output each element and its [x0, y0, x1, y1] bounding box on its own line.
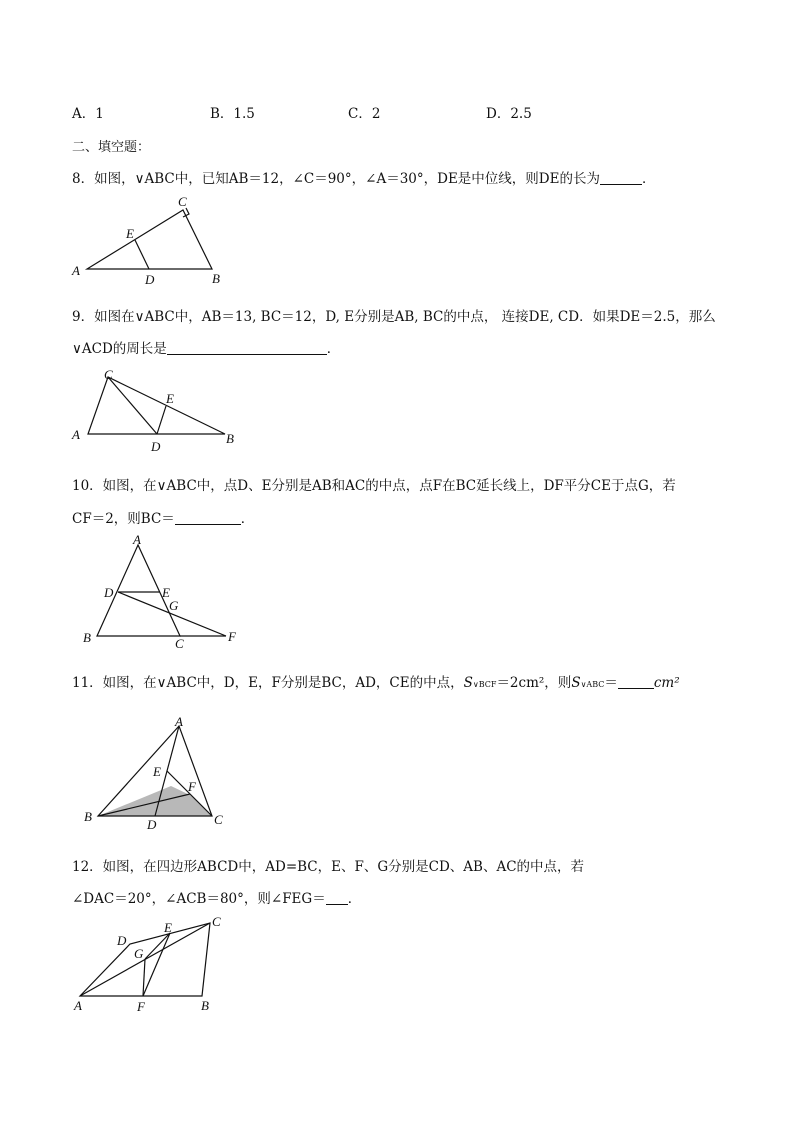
figure-q8-label-b: B — [212, 271, 220, 286]
figure-q9-label-a: A — [72, 427, 80, 442]
question-10-stem: CF＝2，则BC＝ — [72, 511, 175, 527]
figure-q11-label-d: D — [147, 817, 157, 832]
question-8-text — [72, 167, 655, 187]
figure-q10-label-e: E — [162, 585, 170, 600]
question-12-line-1: 12．如图，在四边形ABCD中，AD=BC，E、F、G分别是CD、AB、AC的中点，若 — [72, 859, 585, 875]
figure-q11-label-e: E — [153, 764, 161, 779]
figure-q12-label-c: C — [212, 914, 221, 929]
question-11-area-s2-sub: ∨ABC — [580, 680, 605, 689]
figure-q8-label-c: C — [178, 194, 187, 209]
question-11-text — [72, 671, 680, 691]
figure-q10 — [80, 532, 245, 651]
figure-q11 — [80, 712, 240, 837]
figure-q8-label-e: E — [126, 226, 134, 241]
question-9-line-2 — [72, 337, 340, 357]
figure-q11-label-a: A — [175, 714, 183, 729]
question-11-blank[interactable] — [618, 674, 654, 689]
question-11-eq1: ＝2cm²，则 — [496, 675, 572, 691]
figure-q9-triangle — [88, 377, 225, 434]
figure-q8-label-a: A — [72, 263, 80, 278]
question-10-line-2 — [72, 507, 254, 527]
figure-q11-label-c: C — [214, 812, 223, 827]
figure-q12-label-e: E — [164, 920, 172, 935]
question-10-line-1: 10．如图，在∨ABC中，点D、E分别是AB和AC的中点，点F在BC延长线上，DF平分CE于点G，若 — [72, 478, 676, 494]
figure-q8-midline — [135, 240, 149, 269]
figure-q9-label-b: B — [226, 431, 234, 446]
section-title: 二、填空题： — [72, 140, 151, 155]
question-9-line-1: 9．如图在∨ABC中，AB＝13, BC＝12，D, E分别是AB, BC的中点， 连接DE, CD．如果DE＝2.5，那么 — [72, 309, 716, 325]
figure-q9-midline-de — [157, 406, 166, 434]
figure-q12-label-d: D — [117, 933, 127, 948]
figure-q9-median-cd — [108, 377, 157, 434]
question-9-stem: ∨ACD的周长是 — [72, 341, 167, 357]
figure-q8-label-d: D — [145, 272, 155, 287]
question-10-blank[interactable] — [175, 510, 241, 525]
question-11-unit: cm² — [653, 675, 680, 691]
question-11-stem: 11．如图，在∨ABC中，D，E，F分别是BC，AD，CE的中点， — [72, 675, 464, 691]
question-10-end: ． — [240, 511, 255, 527]
choice-row — [72, 102, 572, 122]
question-8-end: ． — [641, 171, 656, 187]
choice-c: C．2 — [348, 106, 381, 122]
question-11-area-s1: S — [463, 675, 473, 691]
figure-q9-label-e: E — [166, 391, 174, 406]
question-8-stem: 8．如图，∨ABC中，已知AB＝12，∠C＝90°，∠A＝30°，DE是中位线，则DE的长为 — [72, 171, 600, 187]
figure-q8 — [70, 192, 230, 287]
choice-a: A．1 — [72, 106, 104, 122]
question-11-area-s1-sub: ∨BCF — [472, 680, 497, 689]
figure-q11-label-f: F — [188, 779, 196, 794]
figure-q10-label-d: D — [104, 585, 114, 600]
question-9-end: ． — [326, 341, 341, 357]
figure-q9-label-c: C — [104, 367, 113, 382]
figure-q10-label-f: F — [228, 629, 236, 644]
figure-q12-label-f: F — [137, 999, 145, 1014]
figure-q10-label-c: C — [175, 636, 184, 651]
choice-b: B．1.5 — [210, 106, 255, 122]
figure-q8-triangle — [87, 210, 212, 269]
question-12-stem: ∠DAC＝20°，∠ACB＝80°，则∠FEG＝ — [72, 891, 326, 907]
figure-q10-label-a: A — [133, 532, 141, 547]
question-9-blank[interactable] — [167, 340, 327, 355]
figure-q12 — [70, 912, 250, 1022]
figure-q11-label-b: B — [84, 809, 92, 824]
figure-q12-label-b: B — [201, 998, 209, 1013]
question-11-eq2: ＝ — [604, 675, 618, 691]
question-12-end: ． — [347, 891, 362, 907]
question-8-blank[interactable] — [600, 170, 642, 185]
question-12-blank[interactable] — [326, 890, 348, 905]
question-12-line-2 — [72, 887, 361, 907]
figure-q12-segment-fg — [143, 959, 145, 996]
figure-q10-label-b: B — [83, 630, 91, 645]
choice-d: D．2.5 — [486, 106, 532, 122]
figure-q9 — [70, 365, 245, 455]
figure-q12-segment-fe — [143, 933, 170, 996]
figure-q12-label-a: A — [74, 998, 82, 1013]
figure-q12-label-g: G — [134, 946, 144, 961]
figure-q10-label-g: G — [169, 598, 179, 613]
question-11-area-s2: S — [571, 675, 581, 691]
figure-q9-label-d: D — [151, 439, 161, 454]
